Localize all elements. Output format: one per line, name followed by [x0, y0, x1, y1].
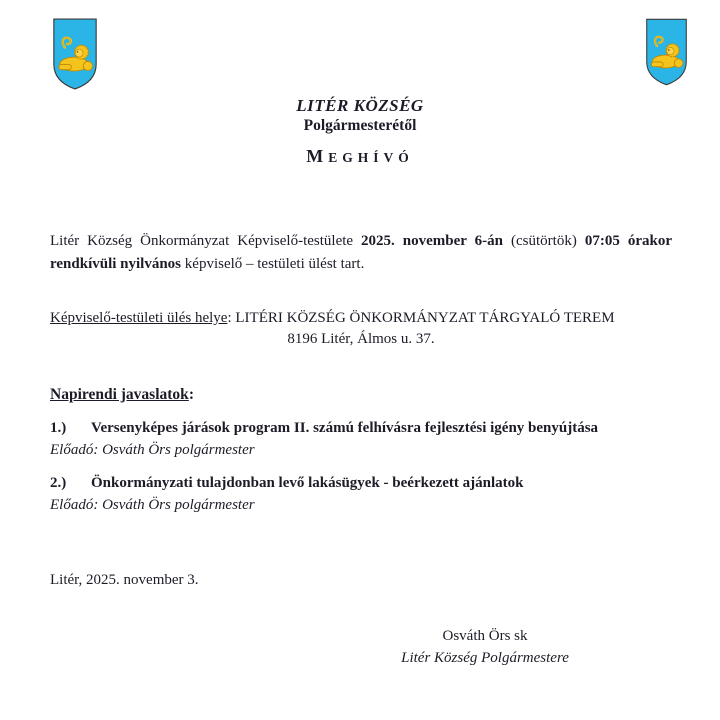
- intro-text-2: (csütörtök): [503, 233, 585, 249]
- document-body: [0, 230, 720, 669]
- agenda-heading-colon: :: [188, 386, 194, 403]
- agenda-heading: [50, 384, 672, 406]
- meeting-location-separator: :: [227, 310, 236, 326]
- signature-name: Osváth Örs sk: [442, 628, 528, 644]
- meeting-location-venue: LITÉRI KÖZSÉG ÖNKORMÁNYZAT TÁRGYALÓ TEREM: [235, 310, 615, 326]
- office-subtitle: Polgármesterétől: [303, 117, 417, 134]
- agenda-item-2-row: [50, 472, 672, 494]
- municipality-title: LITÉR KÖZSÉG: [296, 96, 424, 115]
- intro-text-1: Litér Község Önkormányzat Képviselő-testülete: [50, 233, 362, 249]
- intro-text-3: képviselő – testületi ülést tart.: [181, 256, 365, 272]
- document-header: [0, 0, 720, 168]
- intro-date-bold: 2025. november 6-án: [361, 233, 504, 249]
- coat-of-arms-icon: [52, 16, 98, 92]
- agenda-item-1: [50, 417, 672, 461]
- meeting-location-label: Képviselő-testületi ülés helye: [50, 310, 228, 326]
- agenda-item-2-title: Önkormányzati tulajdonban levő lakásügyek - beérkezett ajánlatok: [91, 475, 524, 491]
- intro-paragraph: [50, 230, 672, 276]
- agenda-item-1-title: Versenyképes járások program II. számú felhívásra fejlesztési igény benyújtása: [91, 420, 599, 436]
- agenda-item-1-presenter: Előadó: Osváth Örs polgármester: [50, 442, 255, 458]
- agenda-item-1-row: [50, 417, 672, 439]
- signature-block: [335, 625, 635, 669]
- agenda-item-2: [50, 472, 672, 516]
- document-date-line: Litér, 2025. november 3.: [50, 572, 199, 588]
- meeting-location-line: [50, 308, 672, 329]
- meeting-location-address: 8196 Litér, Álmos u. 37.: [287, 331, 435, 347]
- meeting-location: [50, 308, 672, 350]
- agenda-heading-text: Napirendi javaslatok: [50, 386, 189, 403]
- agenda-item-2-number: 2.): [50, 475, 67, 491]
- agenda-item-2-presenter: Előadó: Osváth Örs polgármester: [50, 497, 255, 513]
- intro-time-bold: 07:05 órakor rendkívüli nyilvános: [50, 233, 672, 272]
- document-type-title: MEGHÍVÓ: [306, 146, 414, 166]
- signature-title: Litér Község Polgármestere: [401, 650, 569, 666]
- agenda-item-1-number: 1.): [50, 420, 67, 436]
- coat-of-arms-icon: [645, 16, 688, 88]
